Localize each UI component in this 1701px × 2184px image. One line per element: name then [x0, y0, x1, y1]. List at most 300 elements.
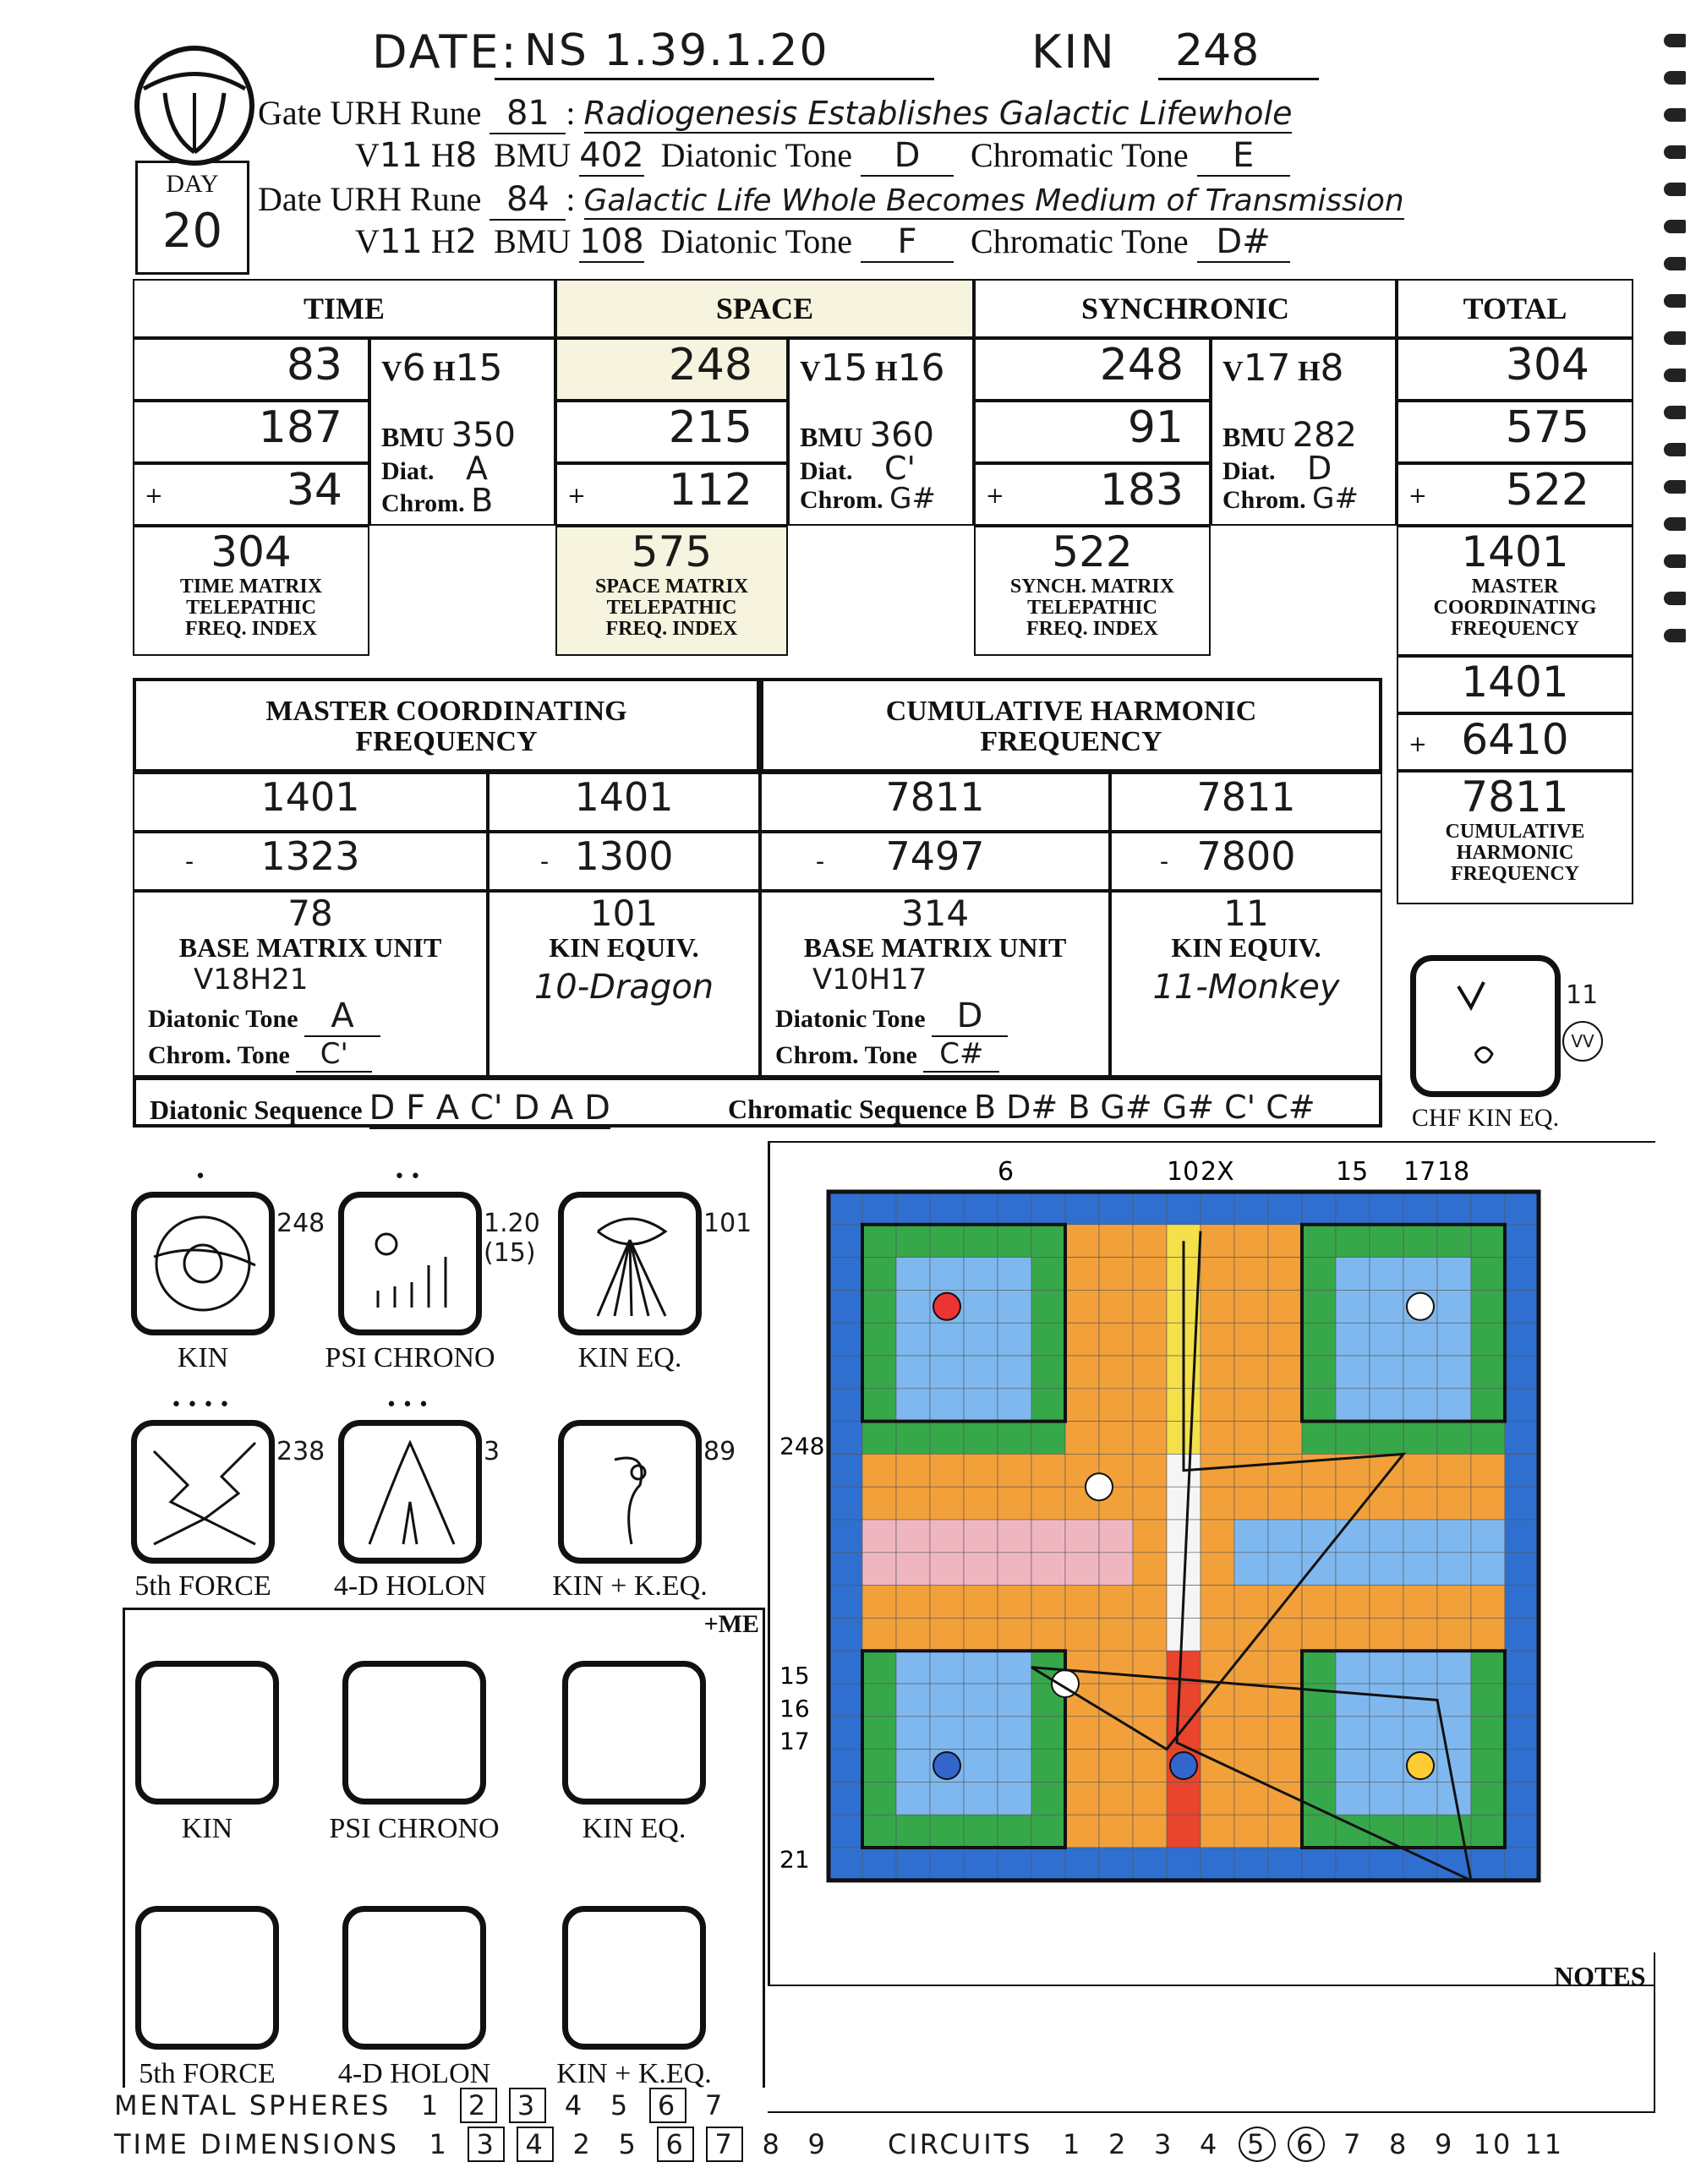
time-header: TIME	[133, 279, 555, 338]
grid-cell	[1505, 1323, 1539, 1356]
grid-cell	[1403, 1815, 1437, 1848]
grid-cell	[1099, 1815, 1133, 1848]
synchronic-detail-cell	[1211, 338, 1397, 526]
glyph-kin-plus-keq-caption: KIN + K.EQ.	[552, 1570, 708, 1602]
grid-cell	[896, 1225, 930, 1258]
grid-cell	[862, 1618, 896, 1651]
space-chrom-value: G#	[889, 482, 936, 516]
grid-cell	[1336, 1225, 1370, 1258]
grid-cell	[998, 1618, 1031, 1651]
total-add-sum: 7811	[1461, 773, 1569, 822]
footer-number: 8	[762, 2128, 782, 2160]
gate-chromatic-label: Chromatic Tone	[971, 136, 1189, 174]
bmu-1-vh: V18H21	[194, 962, 309, 996]
grid-cell	[1099, 1520, 1133, 1553]
grid-cell	[1505, 1586, 1539, 1619]
grid-circle	[1170, 1752, 1197, 1779]
day-label: DAY	[166, 170, 219, 198]
grid-cell	[964, 1258, 998, 1291]
grid-cell	[1302, 1258, 1336, 1291]
grid-cell	[829, 1422, 862, 1455]
kin-equiv-cell-1	[488, 891, 760, 1077]
grid-cell	[1268, 1553, 1302, 1586]
bmu-1-result: 78	[287, 893, 333, 934]
spiral-ring	[1664, 294, 1686, 308]
grid-cell	[862, 1520, 896, 1553]
grid-cell	[1099, 1848, 1133, 1881]
grid-cell	[1133, 1684, 1167, 1717]
grid-cell	[1471, 1487, 1505, 1520]
grid-cell	[1065, 1750, 1099, 1783]
grid-cell	[1471, 1454, 1505, 1487]
grid-cell	[862, 1651, 896, 1684]
glyph-holon-number: 3	[484, 1437, 500, 1466]
glyph-fifth-force-box	[131, 1420, 275, 1564]
grid-cell	[1336, 1520, 1370, 1553]
footer-number: 9	[1434, 2128, 1455, 2160]
grid-cell	[930, 1454, 964, 1487]
time-chrom-label: Chrom.	[381, 489, 465, 517]
grid-cell	[964, 1422, 998, 1455]
grid-cell	[1471, 1422, 1505, 1455]
mcf-c1-top: 1401	[133, 773, 488, 832]
me-glyph-kin-eq-box[interactable]	[562, 1661, 706, 1805]
grid-cell	[1031, 1225, 1065, 1258]
date-rune-line: Date URH Rune 84 : Galactic Life Whole Becomes Medium of Transmission	[258, 180, 1404, 219]
grid-cell	[1370, 1520, 1403, 1553]
time-dim-label: TIME DIMENSIONS	[114, 2128, 400, 2160]
bmu-1-label: BASE MATRIX UNIT	[178, 932, 442, 963]
footer-number: 7	[704, 2089, 725, 2121]
grid-cell	[1403, 1651, 1437, 1684]
glyph-psi-chrono-drawing	[344, 1198, 476, 1330]
spiral-ring	[1664, 257, 1686, 270]
synchronic-n1: 248	[974, 338, 1211, 401]
grid-cell	[1099, 1422, 1133, 1455]
grid-cell	[1133, 1323, 1167, 1356]
grid-cell	[1336, 1782, 1370, 1815]
holomind-grid	[778, 1149, 1623, 1961]
space-chrom-label: Chrom.	[800, 486, 883, 514]
footer-number: 8	[1388, 2128, 1409, 2160]
grid-cell	[1201, 1323, 1234, 1356]
bmu-2-diat-label: Diatonic Tone	[775, 1004, 926, 1033]
grid-cell	[1437, 1487, 1471, 1520]
grid-cell	[1133, 1258, 1167, 1291]
grid-cell	[1302, 1618, 1336, 1651]
grid-cell	[1268, 1487, 1302, 1520]
grid-cell	[862, 1290, 896, 1323]
grid-cell	[829, 1487, 862, 1520]
grid-cell	[862, 1750, 896, 1783]
grid-cell	[1167, 1815, 1201, 1848]
grid-cell	[1234, 1389, 1268, 1422]
grid-cell	[1471, 1356, 1505, 1389]
grid-cell	[1234, 1258, 1268, 1291]
grid-cell	[1031, 1356, 1065, 1389]
space-detail-cell	[788, 338, 974, 526]
grid-cell	[896, 1323, 930, 1356]
glyph-holon-caption: 4-D HOLON	[333, 1570, 487, 1602]
grid-cell	[1403, 1192, 1437, 1225]
synchronic-bmu-label: BMU	[1222, 422, 1286, 452]
grid-cell	[930, 1192, 964, 1225]
chf-kin-eq-glyph	[1410, 955, 1561, 1097]
chf-c4-sub: 7800	[1110, 832, 1382, 891]
grid-cell	[998, 1454, 1031, 1487]
grid-cell	[1234, 1782, 1268, 1815]
time-diat-value: A	[466, 450, 488, 487]
grid-cell	[930, 1356, 964, 1389]
grid-cell	[1370, 1323, 1403, 1356]
grid-cell	[1403, 1422, 1437, 1455]
grid-side-mark: 248	[779, 1432, 825, 1461]
grid-cell	[1133, 1356, 1167, 1389]
grid-cell	[998, 1586, 1031, 1619]
grid-cell	[1336, 1684, 1370, 1717]
grid-cell	[1268, 1225, 1302, 1258]
grid-cell	[1031, 1258, 1065, 1291]
bmu-2-vh: V10H17	[812, 962, 927, 996]
grid-cell	[1302, 1815, 1336, 1848]
grid-cell	[1268, 1389, 1302, 1422]
footer-number: 4	[564, 2089, 585, 2121]
grid-cell	[1167, 1782, 1201, 1815]
me-glyph-kin-plus-keq-caption: KIN + K.EQ.	[556, 2058, 712, 2089]
time-n2: 187	[133, 401, 369, 463]
grid-cell	[1099, 1389, 1133, 1422]
grid-cell	[896, 1258, 930, 1291]
time-diat-label: Diat.	[381, 457, 435, 485]
glyph-fifth-force-caption: 5th FORCE	[134, 1570, 271, 1602]
footer-number: 1	[420, 2089, 441, 2121]
grid-cell	[896, 1454, 930, 1487]
grid-cell	[1065, 1389, 1099, 1422]
grid-cell	[1201, 1586, 1234, 1619]
total-n1: 304	[1397, 338, 1633, 401]
grid-cell	[1505, 1750, 1539, 1783]
grid-cell	[1201, 1225, 1234, 1258]
grid-cell	[1065, 1618, 1099, 1651]
grid-cell	[829, 1586, 862, 1619]
bmu-2-result: 314	[900, 893, 970, 934]
grid-cell	[829, 1520, 862, 1553]
grid-cell	[1234, 1454, 1268, 1487]
glyph-holon-drawing	[344, 1426, 476, 1558]
grid-cell	[862, 1684, 896, 1717]
me-glyph-kin-plus-keq-box[interactable]	[562, 1906, 706, 2050]
grid-cell	[896, 1848, 930, 1881]
spiral-ring	[1664, 108, 1686, 122]
total-n2: 575	[1397, 401, 1633, 463]
grid-cell	[1437, 1422, 1471, 1455]
grid-cell	[1099, 1356, 1133, 1389]
grid-cell	[1505, 1618, 1539, 1651]
grid-cell	[829, 1553, 862, 1586]
me-glyph-fifth-force-box[interactable]	[135, 1906, 279, 2050]
space-plus: +	[567, 483, 586, 509]
spiral-ring	[1664, 554, 1686, 568]
grid-cell	[1471, 1618, 1505, 1651]
grid-cell	[1133, 1815, 1167, 1848]
grid-cell	[964, 1520, 998, 1553]
grid-cell	[1437, 1520, 1471, 1553]
grid-cell	[998, 1192, 1031, 1225]
grid-cell	[1302, 1553, 1336, 1586]
date-underline	[495, 78, 934, 80]
grid-cell	[1336, 1290, 1370, 1323]
grid-cell	[1471, 1782, 1505, 1815]
grid-cell	[862, 1782, 896, 1815]
gate-detail-line	[355, 135, 1290, 177]
date-rune-v-label: V	[355, 222, 380, 260]
grid-cell	[1031, 1389, 1065, 1422]
grid-cell	[1505, 1454, 1539, 1487]
circuits-label: CIRCUITS	[888, 2128, 1033, 2160]
date-rune-diatonic-label: Diatonic Tone	[660, 222, 853, 260]
glyph-kin-plus-keq-drawing	[564, 1426, 696, 1558]
gate-h-value: 8	[455, 136, 478, 175]
grid-cell	[862, 1356, 896, 1389]
kin-equiv-1-label: KIN EQUIV.	[549, 932, 699, 963]
synchronic-v-value: 17	[1243, 347, 1291, 390]
grid-cell	[1505, 1651, 1539, 1684]
grid-cell	[1437, 1356, 1471, 1389]
grid-cell	[829, 1684, 862, 1717]
grid-cell	[829, 1750, 862, 1783]
footer-number: 4	[517, 2127, 554, 2162]
grid-cell	[1268, 1651, 1302, 1684]
space-diat-label: Diat.	[800, 457, 853, 485]
grid-cell	[1031, 1520, 1065, 1553]
grid-cell	[1302, 1389, 1336, 1422]
grid-cell	[896, 1553, 930, 1586]
grid-cell	[1234, 1618, 1268, 1651]
kin-label: KIN	[1031, 25, 1117, 79]
grid-cell	[1065, 1717, 1099, 1750]
time-dimensions-row	[114, 2127, 834, 2162]
grid-cell	[896, 1684, 930, 1717]
grid-cell	[1099, 1651, 1133, 1684]
synchronic-index-label: SYNCH. MATRIX TELEPATHIC FREQ. INDEX	[1009, 576, 1175, 641]
grid-cell	[1471, 1225, 1505, 1258]
grid-cell	[1031, 1192, 1065, 1225]
grid-cell	[1268, 1258, 1302, 1291]
grid-cell	[1437, 1323, 1471, 1356]
synchronic-chrom-label: Chrom.	[1222, 486, 1306, 514]
grid-cell	[862, 1487, 896, 1520]
grid-cell	[1370, 1618, 1403, 1651]
grid-cell	[829, 1290, 862, 1323]
grid-cell	[1505, 1422, 1539, 1455]
grid-cell	[1505, 1848, 1539, 1881]
gate-label: Gate URH Rune	[258, 94, 482, 132]
space-n2: 215	[555, 401, 788, 463]
grid-cell	[1031, 1586, 1065, 1619]
grid-cell	[1133, 1586, 1167, 1619]
grid-cell	[1370, 1553, 1403, 1586]
grid-cell	[998, 1684, 1031, 1717]
footer-number: 1	[429, 2128, 449, 2160]
glyph-kin-eq-caption: KIN EQ.	[577, 1342, 682, 1373]
grid-cell	[1336, 1422, 1370, 1455]
grid-cell	[1370, 1750, 1403, 1783]
spiral-ring	[1664, 183, 1686, 196]
grid-cell	[964, 1684, 998, 1717]
grid-cell	[1099, 1323, 1133, 1356]
me-glyph-psi-chrono-box[interactable]	[342, 1661, 486, 1805]
grid-cell	[1234, 1356, 1268, 1389]
synchronic-bmu-value: 282	[1292, 416, 1358, 455]
grid-cell	[1133, 1454, 1167, 1487]
total-add-a: 1401	[1397, 656, 1633, 713]
bmu-2-diat: D	[932, 996, 1008, 1037]
grid-cell	[1437, 1684, 1471, 1717]
me-glyph-kin-box[interactable]	[135, 1661, 279, 1805]
synchronic-sum: 522	[1052, 527, 1133, 576]
time-index-label: TIME MATRIX TELEPATHIC FREQ. INDEX	[179, 576, 323, 641]
grid-cell	[862, 1323, 896, 1356]
chf-note: VV	[1562, 1021, 1603, 1062]
grid-cell	[1065, 1422, 1099, 1455]
grid-cell	[1302, 1356, 1336, 1389]
grid-cell	[1370, 1815, 1403, 1848]
synchronic-chrom-value: G#	[1312, 482, 1359, 516]
grid-cell	[1201, 1717, 1234, 1750]
synchronic-index-cell	[974, 526, 1211, 656]
grid-cell	[998, 1553, 1031, 1586]
grid-cell	[1403, 1586, 1437, 1619]
grid-cell	[998, 1717, 1031, 1750]
grid-cell	[862, 1389, 896, 1422]
grid-cell	[1099, 1225, 1133, 1258]
footer-number: 6	[1288, 2127, 1325, 2162]
grid-cell	[1370, 1586, 1403, 1619]
grid-cell	[1370, 1782, 1403, 1815]
notes-area[interactable]	[768, 1952, 1655, 2113]
bmu-1-chrom-label: Chrom. Tone	[148, 1040, 290, 1069]
grid-cell	[1234, 1848, 1268, 1881]
synchronic-h-label: H	[1298, 356, 1321, 387]
grid-cell	[829, 1192, 862, 1225]
grid-cell	[1234, 1192, 1268, 1225]
kin-equiv-2-value: 11-Monkey	[1152, 967, 1340, 1007]
grid-cell	[1201, 1356, 1234, 1389]
grid-circle	[933, 1293, 960, 1320]
grid-cell	[1031, 1750, 1065, 1783]
grid-cell	[1505, 1192, 1539, 1225]
grid-cell	[1268, 1422, 1302, 1455]
grid-cell	[1201, 1422, 1234, 1455]
total-chf-cell	[1397, 771, 1633, 904]
mcf-c1-sub: 1323	[133, 832, 488, 891]
grid-cell	[829, 1356, 862, 1389]
grid-cell	[1065, 1192, 1099, 1225]
grid-cell	[1234, 1586, 1268, 1619]
kin-equiv-1-value: 10-Dragon	[533, 967, 714, 1007]
bmu-2-chrom: C#	[923, 1037, 999, 1073]
date-rune-chromatic-value: D#	[1197, 222, 1290, 263]
grid-cell	[896, 1487, 930, 1520]
grid-cell	[1505, 1815, 1539, 1848]
grid-cell	[1268, 1290, 1302, 1323]
grid-cell	[1268, 1618, 1302, 1651]
grid-cell	[829, 1782, 862, 1815]
footer-number: 5	[1239, 2127, 1276, 2162]
grid-cell	[862, 1454, 896, 1487]
me-glyph-psi-chrono-caption: PSI CHRONO	[329, 1813, 500, 1844]
spiral-ring	[1664, 443, 1686, 456]
grid-cell	[1099, 1717, 1133, 1750]
grid-cell	[1471, 1323, 1505, 1356]
grid-cell	[1505, 1258, 1539, 1291]
grid-cell	[1099, 1586, 1133, 1619]
glyph-psi-chrono-dots: ••	[394, 1166, 426, 1188]
grid-cell	[1471, 1389, 1505, 1422]
grid-cell	[829, 1618, 862, 1651]
grid-side-mark: 16	[779, 1694, 810, 1723]
grid-cell	[1403, 1356, 1437, 1389]
date-rune-bmu-value: 108	[579, 222, 644, 261]
grid-cell	[1201, 1487, 1234, 1520]
kin-equiv-2-result: 11	[1223, 893, 1269, 934]
space-bmu-value: 360	[869, 416, 935, 455]
me-glyph-holon-caption: 4-D HOLON	[337, 2058, 491, 2089]
grid-cell	[998, 1815, 1031, 1848]
space-n3: 112	[555, 463, 788, 526]
grid-cell	[1302, 1651, 1336, 1684]
space-v-value: 15	[820, 347, 868, 390]
grid-cell	[1031, 1717, 1065, 1750]
grid-cell	[1031, 1422, 1065, 1455]
grid-cell	[1370, 1192, 1403, 1225]
grid-cell	[1167, 1848, 1201, 1881]
grid-cell	[964, 1750, 998, 1783]
glyph-kin-dots: •	[194, 1166, 211, 1188]
grid-cell	[998, 1323, 1031, 1356]
grid-top-mark: 15	[1336, 1157, 1369, 1187]
grid-cell	[998, 1520, 1031, 1553]
grid-cell	[1065, 1290, 1099, 1323]
glyph-kin-number: 248	[276, 1209, 325, 1238]
mcf-c1-minus: -	[185, 847, 194, 876]
spiral-ring	[1664, 145, 1686, 159]
glyph-section-me	[123, 1652, 765, 2092]
me-glyph-holon-box[interactable]	[342, 1906, 486, 2050]
grid-top-mark: 6	[998, 1157, 1015, 1187]
total-chf-label: CUMULATIVE HARMONIC FREQUENCY	[1445, 821, 1585, 886]
chf-header: CUMULATIVE HARMONIC FREQUENCY	[760, 678, 1382, 773]
grid-cell	[1370, 1225, 1403, 1258]
grid-cell	[862, 1586, 896, 1619]
grid-cell	[1437, 1290, 1471, 1323]
grid-cell	[896, 1815, 930, 1848]
grid-cell	[930, 1422, 964, 1455]
footer-number: 4	[1199, 2128, 1220, 2160]
time-plus: +	[145, 483, 163, 509]
grid-cell	[896, 1520, 930, 1553]
grid-cell	[1133, 1225, 1167, 1258]
grid-cell	[1031, 1618, 1065, 1651]
grid-cell	[1336, 1717, 1370, 1750]
spiral-ring	[1664, 517, 1686, 531]
grid-cell	[1065, 1520, 1099, 1553]
time-v-value: 6	[402, 347, 426, 390]
synchronic-diat-label: Diat.	[1222, 457, 1276, 485]
glyph-fifth-force-drawing	[137, 1426, 269, 1558]
grid-cell	[1302, 1290, 1336, 1323]
chf-c3-minus: -	[816, 847, 825, 876]
